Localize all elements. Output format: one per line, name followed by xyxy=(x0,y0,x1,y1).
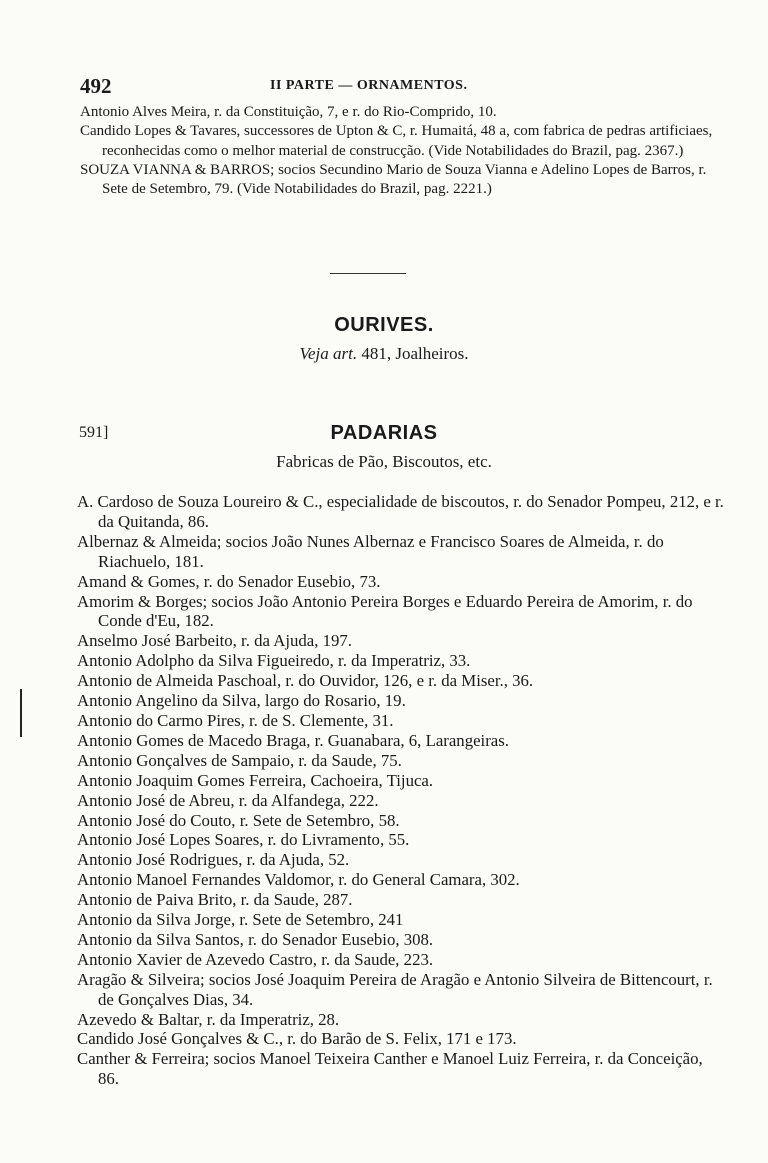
section-subtitle: Fabricas de Pão, Biscoutos, etc. xyxy=(276,452,492,471)
list-item: Antonio José Lopes Soares, r. do Livramento, 55. xyxy=(77,830,410,850)
running-title: II PARTE — ORNAMENTOS. xyxy=(270,78,468,93)
list-item: Antonio Manoel Fernandes Valdomor, r. do General Camara, 302. xyxy=(77,870,520,890)
list-item: Antonio José de Abreu, r. da Alfandega, 222. xyxy=(77,790,379,810)
list-item: Amand & Gomes, r. do Senador Eusebio, 73. xyxy=(77,571,381,591)
list-item: Candido Lopes & Tavares, successores de Upton & C, r. Humaitá, 48 a, com fabrica de pedras artificiaes, reconhecidas como o melhor material de construcção. (Vide Notabilidades do Brazil, pag. 2367.) xyxy=(80,123,713,159)
list-item: Antonio de Almeida Paschoal, r. do Ouvidor, 126, e r. da Miser., 36. xyxy=(77,671,534,691)
list-item: Canther & Ferreira; socios Manoel Teixeira Canther e Manoel Luiz Ferreira, r. da Conceição, 86. xyxy=(77,1049,703,1089)
list-item: Amorim & Borges; socios João Antonio Pereira Borges e Eduardo Pereira de Amorim, r. do Conde d'Eu, 182. xyxy=(77,591,693,631)
list-item: Antonio Gonçalves de Sampaio, r. da Saude, 75. xyxy=(77,750,402,770)
list-item: Antonio Alves Meira, r. da Constituição, 7, e r. do Rio-Comprido, 10. xyxy=(80,104,497,120)
list-item: Antonio José Rodrigues, r. da Ajuda, 52. xyxy=(77,850,350,870)
list-item: Albernaz & Almeida; socios João Nunes Albernaz e Francisco Soares de Almeida, r. do Riachuelo, 181. xyxy=(77,531,664,571)
list-item: Candido José Gonçalves & C., r. do Barão de S. Felix, 171 e 173. xyxy=(77,1029,517,1049)
list-item: Antonio José do Couto, r. Sete de Setembro, 58. xyxy=(77,810,400,830)
list-item: Antonio Joaquim Gomes Ferreira, Cachoeira, Tijuca. xyxy=(77,770,434,790)
list-item: Anselmo José Barbeito, r. da Ajuda, 197. xyxy=(77,631,352,651)
list-item: Antonio Xavier de Azevedo Castro, r. da Saude, 223. xyxy=(77,949,434,969)
list-item: A. Cardoso de Souza Loureiro & C., especialidade de biscoutos, r. do Senador Pompeu, 212, e r. da Quitanda, 86. xyxy=(77,492,724,531)
list-item: SOUZA VIANNA & BARROS; socios Secundino Mario de Souza Vianna e Adelino Lopes de Barros, r. Sete de Setembro, 79. (Vide Notabilidades do Brazil, pag. 2221.) xyxy=(80,161,707,198)
margin-bar xyxy=(20,689,22,737)
list-item: Antonio da Silva Santos, r. do Senador Eusebio, 308. xyxy=(77,929,434,949)
list-item: Azevedo & Baltar, r. da Imperatriz, 28. xyxy=(77,1009,340,1029)
list-item: Antonio Gomes de Macedo Braga, r. Guanabara, 6, Larangeiras. xyxy=(77,730,509,750)
section-title-padarias: PADARIAS xyxy=(330,422,438,444)
list-item: Antonio de Paiva Brito, r. da Saude, 287. xyxy=(77,890,353,910)
list-item: Antonio Angelino da Silva, largo do Rosario, 19. xyxy=(77,691,406,711)
list-item: Antonio Adolpho da Silva Figueiredo, r. da Imperatriz, 33. xyxy=(77,651,471,671)
section-title-ourives: OURIVES. xyxy=(334,314,434,336)
list-item: Aragão & Silveira; socios José Joaquim Pereira de Aragão e Antonio Silveira de Bittencourt, r. de Gonçalves Dias, 34. xyxy=(77,969,713,1009)
margin-number: 591] xyxy=(79,424,109,441)
list-item: Antonio da Silva Jorge, r. Sete de Setembro, 241 xyxy=(77,910,404,930)
see-label: Veja art. xyxy=(299,344,358,363)
padarias-list xyxy=(77,492,727,1089)
list-item: Antonio do Carmo Pires, r. de S. Clemente, 31. xyxy=(77,710,394,730)
see-target: 481, Joalheiros. xyxy=(361,344,469,363)
section-divider xyxy=(330,273,406,274)
page-number: 492 xyxy=(80,74,112,98)
section-cross-reference xyxy=(0,344,768,364)
top-entries-list xyxy=(80,103,720,199)
page-header xyxy=(80,74,720,100)
